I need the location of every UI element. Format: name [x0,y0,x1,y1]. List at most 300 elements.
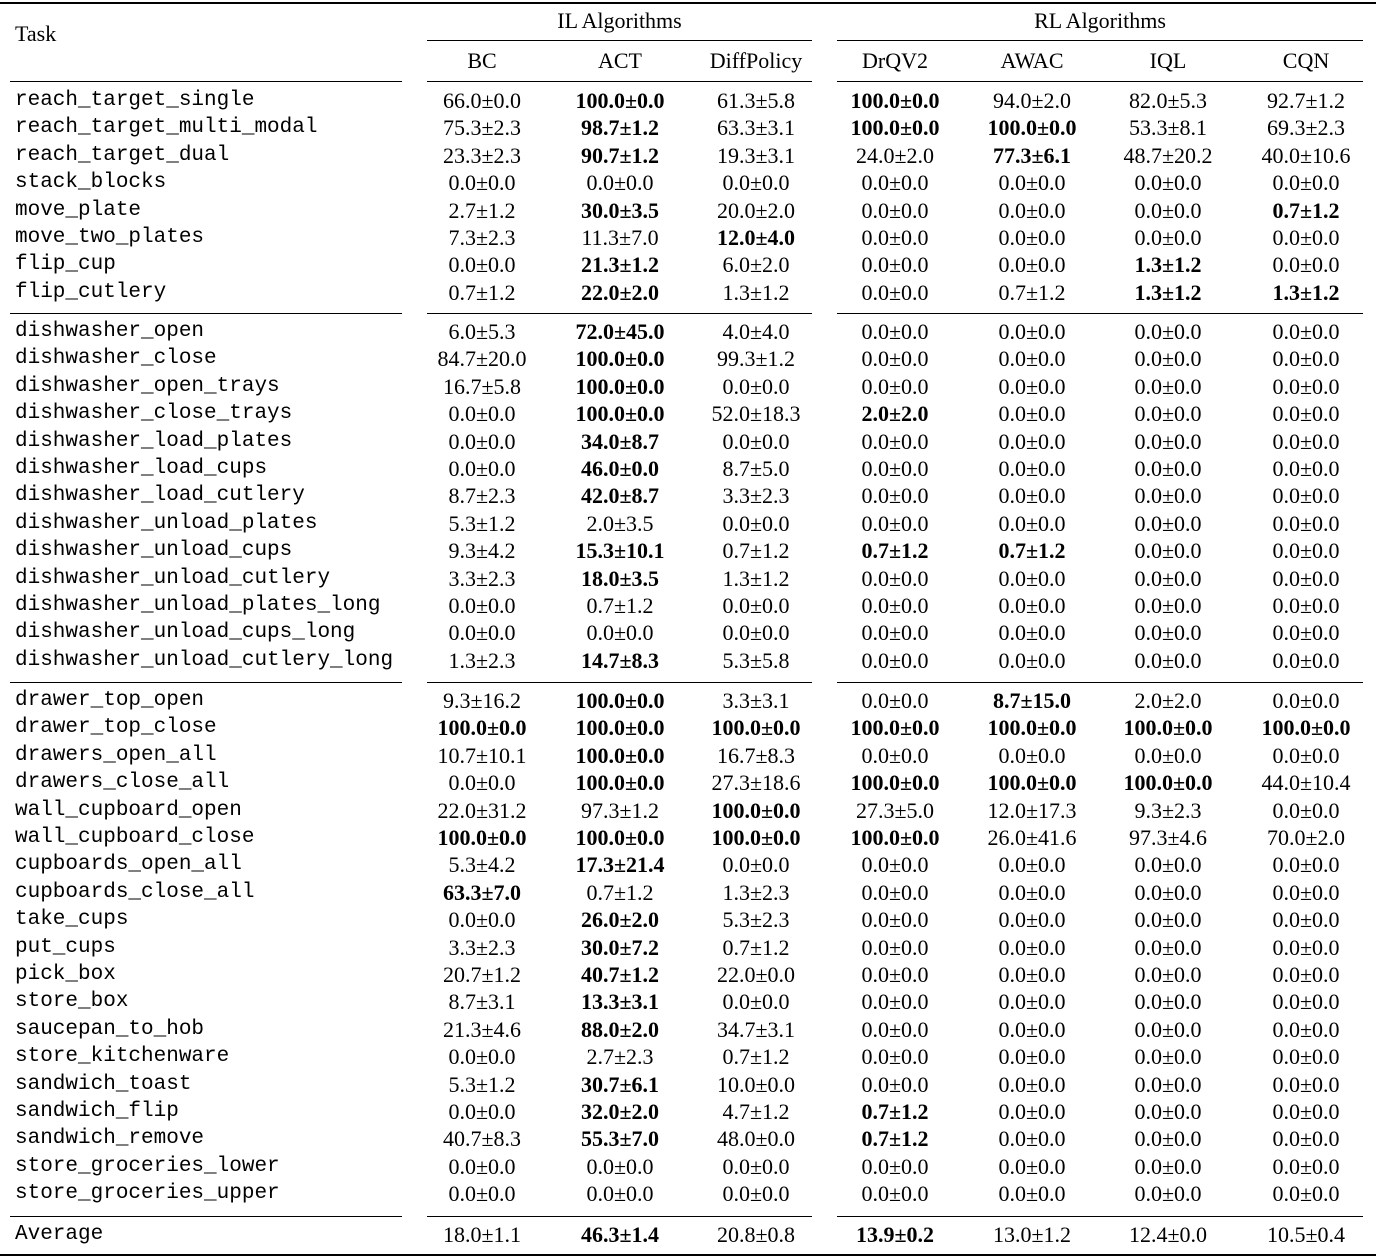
cell-iql: 0.0±0.0 [1134,1071,1202,1097]
cell-awac: 0.0±0.0 [998,225,1066,250]
cell-cqn: 0.0±0.0 [1272,483,1340,509]
bottom-rule [0,1254,1376,1256]
cell-bc: 8.7±2.3 [448,483,516,509]
cell-awac: 0.0±0.0 [998,742,1066,768]
cell-act: 97.3±1.2 [580,797,660,823]
cell-diffpolicy: 6.0±2.0 [722,252,790,278]
cell-awac: 0.0±0.0 [998,593,1066,618]
cell-diffpolicy: 100.0±0.0 [711,825,801,850]
cell-cqn: 1.3±1.2 [1272,279,1340,305]
section-rule [10,1216,402,1217]
cell-drqv2: 0.0±0.0 [861,510,929,536]
rl-group-underline [837,40,1363,41]
cell-iql: 100.0±0.0 [1123,715,1213,741]
cell-awac: 0.0±0.0 [998,620,1066,646]
cell-diffpolicy: 20.0±2.0 [716,197,796,223]
cell-act: 42.0±8.7 [580,483,660,509]
cell-cqn: 0.0±0.0 [1272,907,1340,933]
column-header-drqv2: DrQV2 [862,48,928,73]
task-name: stack_blocks [15,171,167,195]
cell-diffpolicy: 20.8±0.8 [716,1222,796,1247]
cell-iql: 82.0±5.3 [1128,88,1208,113]
cell-diffpolicy: 5.3±2.3 [722,907,790,933]
cell-drqv2: 0.0±0.0 [861,852,929,878]
cell-diffpolicy: 61.3±5.8 [716,88,796,113]
cell-diffpolicy: 12.0±4.0 [716,225,796,250]
cell-iql: 0.0±0.0 [1134,225,1202,250]
cell-iql: 0.0±0.0 [1134,1126,1202,1152]
column-header-cqn: CQN [1282,48,1330,73]
cell-act: 46.3±1.4 [580,1222,660,1247]
cell-iql: 0.0±0.0 [1134,620,1202,646]
task-name: store_groceries_lower [15,1154,280,1178]
cell-awac: 0.0±0.0 [998,962,1066,987]
cell-act: 100.0±0.0 [575,770,665,796]
cell-iql: 0.0±0.0 [1134,197,1202,223]
cell-drqv2: 0.0±0.0 [861,428,929,454]
task-name: move_plate [15,198,142,222]
cell-drqv2: 0.0±0.0 [861,565,929,591]
cell-act: 90.7±1.2 [580,142,660,168]
cell-iql: 53.3±8.1 [1128,115,1208,141]
cell-awac: 12.0±17.3 [987,797,1077,823]
cell-cqn: 92.7±1.2 [1266,88,1346,113]
cell-awac: 0.0±0.0 [998,879,1066,905]
cell-iql: 0.0±0.0 [1134,852,1202,878]
column-header-iql: IQL [1149,48,1187,73]
task-name: dishwasher_unload_plates [15,511,318,535]
cell-act: 0.7±1.2 [586,593,654,618]
cell-diffpolicy: 63.3±3.1 [716,115,796,141]
task-name: dishwasher_unload_cutlery [15,566,331,590]
cell-awac: 0.0±0.0 [998,170,1066,196]
task-name: sandwich_toast [15,1072,192,1096]
cell-awac: 0.0±0.0 [998,510,1066,536]
cell-bc: 0.7±1.2 [448,279,516,305]
cell-cqn: 100.0±0.0 [1261,715,1351,741]
cell-iql: 1.3±1.2 [1134,252,1202,278]
cell-bc: 100.0±0.0 [437,715,527,741]
cell-cqn: 0.0±0.0 [1272,565,1340,591]
task-name: drawers_close_all [15,771,230,795]
cell-act: 21.3±1.2 [580,252,660,278]
cell-drqv2: 0.0±0.0 [861,197,929,223]
task-name: sandwich_flip [15,1100,179,1123]
task-name: store_kitchenware [15,1045,230,1069]
task-name: dishwasher_close_trays [15,402,293,426]
cell-iql: 0.0±0.0 [1134,346,1202,372]
cell-awac: 0.7±1.2 [998,538,1066,564]
cell-bc: 40.7±8.3 [442,1126,522,1152]
task-name: wall_cupboard_open [15,798,242,822]
task-name: dishwasher_load_plates [15,429,293,453]
cell-bc: 66.0±0.0 [442,88,522,113]
cell-bc: 0.0±0.0 [448,1153,516,1179]
header-rule-task [10,81,402,82]
cell-drqv2: 0.0±0.0 [861,1071,929,1097]
cell-cqn: 0.0±0.0 [1272,647,1340,673]
column-header-bc: BC [467,48,497,73]
cell-iql: 0.0±0.0 [1134,483,1202,509]
task-name: drawers_open_all [15,743,217,767]
cell-drqv2: 100.0±0.0 [850,715,940,741]
cell-drqv2: 0.0±0.0 [861,1181,929,1207]
cell-bc: 10.7±10.1 [437,742,527,768]
cell-bc: 3.3±2.3 [448,934,516,960]
cell-act: 98.7±1.2 [580,115,660,141]
cell-diffpolicy: 0.0±0.0 [722,593,790,618]
task-name: dishwasher_close [15,347,217,371]
cell-awac: 0.0±0.0 [998,1071,1066,1097]
task-name: Average [15,1223,104,1246]
cell-awac: 94.0±2.0 [992,88,1072,113]
cell-act: 30.7±6.1 [580,1071,660,1097]
cell-drqv2: 0.0±0.0 [861,1016,929,1042]
cell-bc: 5.3±1.2 [448,510,516,536]
cell-cqn: 0.0±0.0 [1272,428,1340,454]
cell-awac: 0.0±0.0 [998,346,1066,372]
cell-awac: 0.0±0.0 [998,989,1066,1015]
task-name: reach_target_single [15,89,255,112]
cell-diffpolicy: 34.7±3.1 [716,1016,796,1042]
cell-cqn: 0.0±0.0 [1272,510,1340,536]
task-name: put_cups [15,935,116,959]
cell-bc: 23.3±2.3 [442,142,522,168]
cell-drqv2: 0.0±0.0 [861,170,929,196]
cell-iql: 0.0±0.0 [1134,962,1202,987]
cell-act: 18.0±3.5 [580,565,660,591]
cell-iql: 0.0±0.0 [1134,170,1202,196]
cell-cqn: 40.0±10.6 [1261,142,1351,168]
cell-awac: 0.7±1.2 [998,279,1066,305]
cell-act: 0.0±0.0 [586,1181,654,1207]
cell-drqv2: 0.0±0.0 [861,962,929,987]
cell-cqn: 0.0±0.0 [1272,593,1340,618]
cell-bc: 0.0±0.0 [448,1044,516,1070]
cell-cqn: 0.0±0.0 [1272,742,1340,768]
cell-diffpolicy: 0.0±0.0 [722,1153,790,1179]
cell-act: 32.0±2.0 [580,1099,660,1124]
cell-drqv2: 0.0±0.0 [861,742,929,768]
cell-cqn: 0.0±0.0 [1272,1099,1340,1124]
cell-act: 100.0±0.0 [575,401,665,427]
cell-cqn: 0.0±0.0 [1272,852,1340,878]
cell-bc: 3.3±2.3 [448,565,516,591]
cell-iql: 100.0±0.0 [1123,770,1213,796]
cell-drqv2: 0.0±0.0 [861,647,929,673]
cell-cqn: 0.0±0.0 [1272,346,1340,372]
cell-iql: 0.0±0.0 [1134,1153,1202,1179]
task-name: dishwasher_unload_cups [15,539,293,563]
cell-act: 30.0±7.2 [580,934,660,960]
column-header-awac: AWAC [1000,48,1064,73]
section-rule [427,1216,812,1217]
cell-bc: 9.3±4.2 [448,538,516,564]
cell-act: 100.0±0.0 [575,825,665,850]
task-name: move_two_plates [15,226,205,249]
cell-diffpolicy: 100.0±0.0 [711,797,801,823]
task-name: dishwasher_unload_plates_long [15,594,381,617]
section-rule [837,682,1363,683]
cell-diffpolicy: 48.0±0.0 [716,1126,796,1152]
cell-diffpolicy: 0.7±1.2 [722,1044,790,1070]
cell-act: 0.0±0.0 [586,170,654,196]
task-header: Task [15,21,57,46]
cell-iql: 2.0±2.0 [1134,688,1202,713]
cell-cqn: 0.0±0.0 [1272,401,1340,427]
cell-diffpolicy: 8.7±5.0 [722,456,790,481]
cell-cqn: 0.0±0.0 [1272,456,1340,481]
section-rule [837,1216,1363,1217]
cell-awac: 0.0±0.0 [998,373,1066,399]
cell-bc: 0.0±0.0 [448,593,516,618]
cell-awac: 0.0±0.0 [998,428,1066,454]
cell-cqn: 0.0±0.0 [1272,1153,1340,1179]
cell-drqv2: 0.7±1.2 [861,1099,929,1124]
task-name: pick_box [15,963,116,986]
cell-drqv2: 0.0±0.0 [861,483,929,509]
cell-iql: 0.0±0.0 [1134,907,1202,933]
task-name: flip_cup [15,253,116,277]
cell-bc: 0.0±0.0 [448,252,516,278]
cell-bc: 8.7±3.1 [448,989,516,1015]
cell-iql: 1.3±1.2 [1134,279,1202,305]
cell-awac: 100.0±0.0 [987,115,1077,141]
task-name: flip_cutlery [15,280,167,304]
cell-iql: 0.0±0.0 [1134,510,1202,536]
task-name: wall_cupboard_close [15,826,255,849]
cell-diffpolicy: 4.0±4.0 [722,319,790,344]
cell-cqn: 0.0±0.0 [1272,620,1340,646]
cell-diffpolicy: 0.0±0.0 [722,1181,790,1207]
cell-diffpolicy: 22.0±0.0 [716,962,796,987]
cell-diffpolicy: 10.0±0.0 [716,1071,796,1097]
cell-drqv2: 0.0±0.0 [861,252,929,278]
cell-awac: 8.7±15.0 [992,688,1072,713]
cell-drqv2: 0.0±0.0 [861,225,929,250]
task-name: drawer_top_close [15,716,217,740]
cell-awac: 100.0±0.0 [987,715,1077,741]
cell-bc: 0.0±0.0 [448,428,516,454]
cell-act: 0.0±0.0 [586,1153,654,1179]
cell-iql: 0.0±0.0 [1134,1016,1202,1042]
cell-act: 2.0±3.5 [586,510,654,536]
cell-cqn: 0.0±0.0 [1272,1071,1340,1097]
cell-cqn: 0.0±0.0 [1272,934,1340,960]
cell-drqv2: 0.0±0.0 [861,620,929,646]
cell-bc: 21.3±4.6 [442,1016,522,1042]
cell-diffpolicy: 19.3±3.1 [716,142,796,168]
task-name: drawer_top_open [15,689,205,712]
cell-drqv2: 100.0±0.0 [850,825,940,850]
group-header-il: IL Algorithms [557,8,682,33]
cell-bc: 0.0±0.0 [448,1181,516,1207]
cell-act: 2.7±2.3 [586,1044,654,1070]
cell-awac: 0.0±0.0 [998,1153,1066,1179]
cell-iql: 0.0±0.0 [1134,565,1202,591]
cell-iql: 0.0±0.0 [1134,989,1202,1015]
cell-awac: 0.0±0.0 [998,197,1066,223]
cell-diffpolicy: 100.0±0.0 [711,715,801,741]
cell-drqv2: 0.0±0.0 [861,907,929,933]
cell-drqv2: 100.0±0.0 [850,115,940,141]
cell-iql: 0.0±0.0 [1134,1181,1202,1207]
cell-diffpolicy: 0.0±0.0 [722,852,790,878]
cell-cqn: 70.0±2.0 [1266,825,1346,850]
cell-cqn: 0.0±0.0 [1272,1044,1340,1070]
task-name: dishwasher_open [15,320,205,343]
top-rule [0,2,1376,4]
cell-drqv2: 24.0±2.0 [855,142,935,168]
cell-awac: 0.0±0.0 [998,483,1066,509]
cell-cqn: 0.7±1.2 [1272,197,1340,223]
cell-act: 26.0±2.0 [580,907,660,933]
cell-iql: 9.3±2.3 [1134,797,1202,823]
cell-act: 72.0±45.0 [575,319,665,344]
cell-diffpolicy: 0.0±0.0 [722,620,790,646]
cell-awac: 77.3±6.1 [992,142,1072,168]
cell-awac: 0.0±0.0 [998,319,1066,344]
cell-cqn: 0.0±0.0 [1272,225,1340,250]
cell-diffpolicy: 99.3±1.2 [716,346,796,372]
cell-bc: 5.3±4.2 [448,852,516,878]
column-header-diffpolicy: DiffPolicy [709,48,803,73]
section-rule [427,313,812,314]
cell-diffpolicy: 16.7±8.3 [716,742,796,768]
cell-bc: 20.7±1.2 [442,962,522,987]
cell-diffpolicy: 52.0±18.3 [711,401,801,427]
cell-drqv2: 100.0±0.0 [850,88,940,113]
cell-bc: 100.0±0.0 [437,825,527,850]
cell-act: 0.7±1.2 [586,879,654,905]
cell-drqv2: 0.7±1.2 [861,1126,929,1152]
task-name: dishwasher_unload_cutlery_long [15,648,394,672]
cell-iql: 0.0±0.0 [1134,456,1202,481]
cell-iql: 0.0±0.0 [1134,934,1202,960]
cell-drqv2: 0.0±0.0 [861,1044,929,1070]
cell-cqn: 0.0±0.0 [1272,989,1340,1015]
cell-diffpolicy: 0.0±0.0 [722,989,790,1015]
cell-bc: 22.0±31.2 [437,797,527,823]
cell-bc: 7.3±2.3 [448,225,516,250]
cell-awac: 0.0±0.0 [998,456,1066,481]
section-rule [10,313,402,314]
cell-diffpolicy: 27.3±18.6 [711,770,801,796]
cell-awac: 0.0±0.0 [998,934,1066,960]
cell-act: 14.7±8.3 [580,647,660,673]
cell-diffpolicy: 4.7±1.2 [722,1099,790,1124]
cell-drqv2: 0.0±0.0 [861,1153,929,1179]
task-name: saucepan_to_hob [15,1017,205,1041]
task-name: dishwasher_open_trays [15,374,280,398]
task-name: dishwasher_unload_cups_long [15,621,356,645]
cell-act: 34.0±8.7 [580,428,660,454]
cell-bc: 63.3±7.0 [442,879,522,905]
cell-act: 0.0±0.0 [586,620,654,646]
task-name: cupboards_close_all [15,880,255,904]
cell-act: 30.0±3.5 [580,197,660,223]
cell-act: 100.0±0.0 [575,742,665,768]
cell-awac: 0.0±0.0 [998,401,1066,427]
cell-diffpolicy: 1.3±1.2 [722,565,790,591]
cell-bc: 84.7±20.0 [437,346,527,372]
cell-awac: 0.0±0.0 [998,1044,1066,1070]
cell-iql: 0.0±0.0 [1134,428,1202,454]
cell-drqv2: 0.0±0.0 [861,279,929,305]
cell-diffpolicy: 5.3±5.8 [722,647,790,673]
cell-awac: 0.0±0.0 [998,565,1066,591]
cell-iql: 0.0±0.0 [1134,647,1202,673]
cell-diffpolicy: 1.3±2.3 [722,879,790,905]
cell-bc: 5.3±1.2 [448,1071,516,1097]
cell-cqn: 0.0±0.0 [1272,319,1340,344]
cell-iql: 0.0±0.0 [1134,1044,1202,1070]
cell-awac: 0.0±0.0 [998,907,1066,933]
cell-bc: 0.0±0.0 [448,770,516,796]
cell-bc: 0.0±0.0 [448,456,516,481]
cell-diffpolicy: 3.3±2.3 [722,483,790,509]
cell-drqv2: 0.0±0.0 [861,989,929,1015]
cell-act: 40.7±1.2 [580,962,660,987]
cell-iql: 12.4±0.0 [1128,1222,1208,1247]
cell-act: 100.0±0.0 [575,373,665,399]
cell-awac: 0.0±0.0 [998,1016,1066,1042]
cell-act: 17.3±21.4 [575,852,665,878]
cell-drqv2: 0.7±1.2 [861,538,929,564]
cell-act: 46.0±0.0 [580,456,660,481]
cell-awac: 13.0±1.2 [992,1222,1072,1247]
task-name: store_groceries_upper [15,1182,280,1206]
header-rule-rl [837,81,1363,82]
cell-cqn: 44.0±10.4 [1261,770,1351,796]
task-name: dishwasher_load_cutlery [15,484,305,508]
section-rule [10,682,402,683]
cell-act: 88.0±2.0 [580,1016,660,1042]
cell-act: 11.3±7.0 [581,225,659,250]
cell-cqn: 0.0±0.0 [1272,797,1340,823]
cell-cqn: 0.0±0.0 [1272,688,1340,713]
cell-bc: 0.0±0.0 [448,401,516,427]
cell-drqv2: 0.0±0.0 [861,319,929,344]
task-name: cupboards_open_all [15,853,242,877]
cell-drqv2: 0.0±0.0 [861,346,929,372]
cell-drqv2: 0.0±0.0 [861,373,929,399]
cell-drqv2: 0.0±0.0 [861,688,929,713]
cell-iql: 0.0±0.0 [1134,1099,1202,1124]
task-name: reach_target_multi_modal [15,116,318,140]
cell-iql: 0.0±0.0 [1134,373,1202,399]
cell-diffpolicy: 0.0±0.0 [722,170,790,196]
cell-iql: 48.7±20.2 [1123,142,1213,168]
cell-act: 100.0±0.0 [575,715,665,741]
task-name: take_cups [15,908,129,932]
cell-cqn: 0.0±0.0 [1272,252,1340,278]
header-rule-il [427,81,812,82]
cell-act: 100.0±0.0 [575,346,665,372]
cell-awac: 0.0±0.0 [998,1181,1066,1207]
cell-iql: 97.3±4.6 [1128,825,1208,850]
task-name: store_box [15,990,129,1014]
group-header-rl: RL Algorithms [1034,8,1166,33]
cell-drqv2: 27.3±5.0 [855,797,935,823]
cell-awac: 0.0±0.0 [998,647,1066,673]
cell-iql: 0.0±0.0 [1134,538,1202,564]
cell-cqn: 0.0±0.0 [1272,1181,1340,1207]
task-name: reach_target_dual [15,143,230,167]
cell-drqv2: 100.0±0.0 [850,770,940,796]
cell-awac: 0.0±0.0 [998,1099,1066,1124]
cell-diffpolicy: 1.3±1.2 [722,279,790,305]
